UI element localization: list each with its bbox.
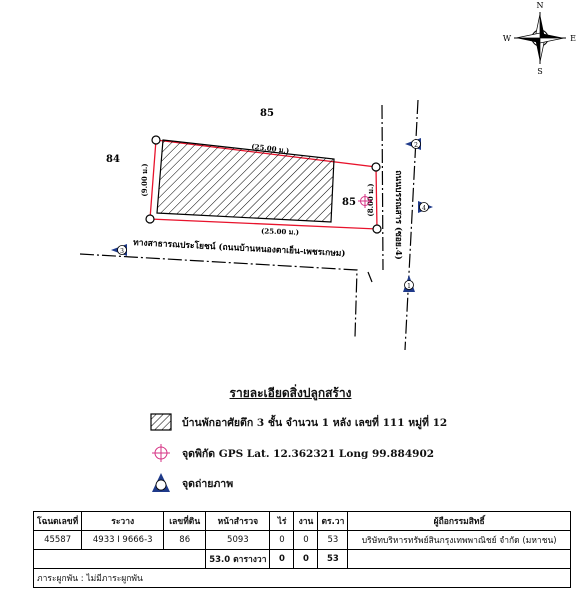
header-owner: ผู้ถือกรรมสิทธิ์ [348,512,571,531]
total-rai: 0 [270,550,294,569]
dimension-top: (25.00 ม.) [250,141,290,156]
cell-sq-wa: 53 [318,531,348,550]
compass-e: E [570,34,576,43]
deed-table [33,511,571,588]
cell-owner: บริษัทบริหารทรัพย์สินกรุงเทพพาณิชย์ จำกัด (มหาชน) [348,531,571,550]
legend-building-text: บ้านพักอาศัยตึก 3 ชั้น จำนวน 1 หลัง เลขที่ 111 หมู่ที่ 12 [182,416,448,429]
cell-rai: 0 [270,531,294,550]
compass-s: S [537,67,543,76]
road-lines [80,100,418,350]
header-rai: ไร่ [270,512,294,531]
cell-survey-page: 5093 [206,531,270,550]
header-land-no: เลขที่ดิน [164,512,206,531]
compass-w: W [502,34,512,43]
total-label: 53.0 ตารางวา [206,550,270,569]
compass-rose [503,1,576,76]
gps-crosshair-icon [150,444,172,462]
header-deed-no: โฉนดเลขที่ [34,512,82,531]
svg-text:3: 3 [120,248,124,255]
table-total-row [34,550,571,569]
legend-building-row [150,413,447,431]
cell-ngan: 0 [294,531,318,550]
total-sq-wa: 53 [318,550,348,569]
parcel-west: 84 [106,154,120,165]
table-row [34,531,571,550]
photo-point-4 [418,201,433,213]
hatch-swatch-icon [150,413,172,431]
svg-text:1: 1 [407,283,411,290]
legend-photo-row [150,472,233,494]
table-header-row [34,512,571,531]
legend-title: รายละเอียดสิ่งปลูกสร้าง [229,386,352,400]
photo-point-icon [150,472,172,494]
building-footprint [157,140,334,222]
photo-point-2 [405,138,421,150]
soi-road-label: ถนนบรรณสาร (ซอย.4) [393,170,403,260]
header-sq-wa: ตร.วา [318,512,348,531]
dimension-right: (8.00 ม.) [366,183,375,217]
parcel-north: 85 [260,108,274,119]
header-sheet: ระวาง [82,512,164,531]
dimension-left: (9.00 ม.) [140,163,149,197]
photo-point-1 [403,275,415,292]
header-survey-page: หน้าสำรวจ [206,512,270,531]
header-ngan: งาน [294,512,318,531]
total-ngan: 0 [294,550,318,569]
parcel-east: 85 [342,197,356,208]
svg-text:2: 2 [414,142,418,149]
dimension-bottom: (25.00 ม.) [260,226,300,237]
public-road-label: ทางสาธารณประโยชน์ (ถนนบ้านหนองตาเย็น-เพชรเกษม) [132,238,346,260]
legend-gps-text: จุดพิกัด GPS Lat. 12.362321 Long 99.884902 [182,447,435,460]
legend-photo-text: จุดถ่ายภาพ [182,477,234,490]
svg-text:4: 4 [422,205,426,212]
cell-deed-no: 45587 [34,531,82,550]
cell-land-no: 86 [164,531,206,550]
legend [0,380,581,510]
cell-sheet: 4933 I 9666-3 [82,531,164,550]
legend-gps-row [150,444,434,462]
photo-point-3 [111,244,127,256]
table-encumbrance-row [34,569,571,588]
encumbrance-text: ภาระผูกพัน : ไม่มีภาระผูกพัน [34,569,571,588]
compass-n: N [536,1,544,10]
